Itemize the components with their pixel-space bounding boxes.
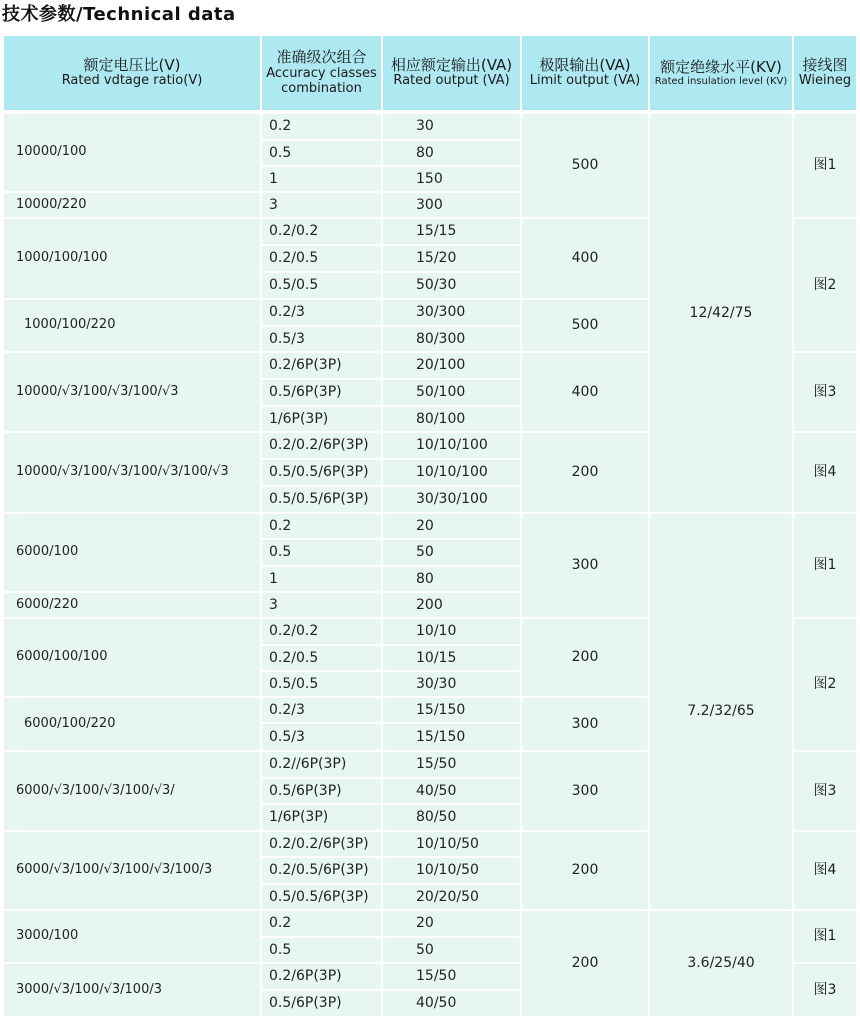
accuracy-cell-text: 0.5/6P(3P) [269, 995, 342, 1012]
rated-output-cell [383, 567, 520, 591]
accuracy-cell [262, 752, 381, 777]
limit-output-cell-text: 300 [571, 557, 599, 574]
wiring-diagram-cell-text: 图3 [813, 383, 837, 400]
rated-output-cell-text: 50 [416, 941, 434, 958]
accuracy-cell [262, 724, 381, 750]
rated-output-cell-text: 80/300 [416, 330, 466, 347]
wiring-diagram-cell [794, 964, 856, 1016]
accuracy-cell-text: 3 [269, 596, 278, 613]
rated-output-cell-text: 10/10/100 [416, 464, 488, 481]
insulation-cell [650, 911, 792, 1016]
accuracy-cell-text: 0.2/0.5 [269, 649, 319, 666]
header-accuracy [262, 36, 381, 110]
header-ratio-zh: 额定电压比(V) [83, 55, 181, 74]
limit-output-cell [522, 832, 648, 909]
rated-output-cell [383, 380, 520, 405]
rated-output-cell [383, 938, 520, 962]
rated-output-cell [383, 858, 520, 883]
header-accuracy-en2: combination [281, 80, 362, 96]
rated-output-cell [383, 593, 520, 617]
rated-output-cell [383, 141, 520, 165]
accuracy-cell [262, 698, 381, 722]
rated-output-cell-text: 20 [416, 517, 434, 534]
header-wiring-zh: 接线图 [802, 55, 848, 74]
rated-output-cell [383, 724, 520, 750]
accuracy-cell [262, 141, 381, 165]
accuracy-cell-text: 1/6P(3P) [269, 410, 329, 427]
accuracy-cell [262, 646, 381, 670]
rated-output-cell [383, 911, 520, 936]
rated-output-cell-text: 10/10/100 [416, 437, 488, 454]
accuracy-cell-text: 0.2/0.2/6P(3P) [269, 835, 369, 852]
rated-output-cell [383, 698, 520, 722]
ratio-cell [4, 619, 260, 696]
ratio-cell-text: 3000/100 [16, 928, 79, 944]
limit-output-cell [522, 514, 648, 617]
ratio-cell [4, 964, 260, 1016]
header-wiring-en: Wieineg [798, 73, 852, 89]
accuracy-cell [262, 219, 381, 244]
limit-output-cell [522, 300, 648, 351]
ratio-cell [4, 114, 260, 191]
limit-output-cell [522, 698, 648, 750]
rated-output-cell [383, 540, 520, 565]
accuracy-cell [262, 114, 381, 139]
rated-output-cell-text: 50 [416, 544, 434, 561]
rated-output-cell-text: 20/20/50 [416, 888, 479, 905]
header-accuracy-zh: 准确级次组合 [276, 48, 367, 67]
rated-output-cell-text: 10/10 [416, 623, 457, 640]
ratio-cell [4, 514, 260, 591]
accuracy-cell-text: 0.5/3 [269, 728, 305, 745]
accuracy-cell-text: 0.5 [269, 144, 292, 161]
rated-output-cell [383, 300, 520, 325]
accuracy-cell [262, 593, 381, 617]
ratio-cell-text: 10000/√3/100/√3/100/√3 [16, 383, 179, 399]
wiring-diagram-cell-text: 图2 [813, 276, 837, 293]
accuracy-cell-text: 0.2/3 [269, 304, 305, 321]
limit-output-cell [522, 353, 648, 431]
limit-output-cell [522, 219, 648, 298]
accuracy-cell [262, 167, 381, 191]
rated-output-cell [383, 353, 520, 378]
rated-output-cell-text: 150 [416, 170, 443, 187]
accuracy-cell-text: 0.5/0.5 [269, 675, 319, 692]
wiring-diagram-cell-text: 图4 [813, 862, 837, 879]
accuracy-cell [262, 991, 381, 1016]
accuracy-cell-text: 0.5/0.5/6P(3P) [269, 464, 369, 481]
ratio-cell-text: 10000/√3/100/√3/100/√3/100/√3 [16, 464, 229, 480]
rated-output-cell-text: 80 [416, 570, 434, 587]
rated-output-cell [383, 167, 520, 191]
header-accuracy-en1: Accuracy classes [266, 65, 377, 81]
wiring-diagram-cell-text: 图4 [813, 464, 837, 481]
insulation-cell-text: 12/42/75 [689, 304, 753, 321]
ratio-cell [4, 300, 260, 351]
limit-output-cell [522, 911, 648, 1016]
accuracy-cell-text: 1 [269, 170, 278, 187]
wiring-diagram-cell [794, 433, 856, 512]
rated-output-cell [383, 646, 520, 670]
limit-output-cell-text: 400 [571, 383, 599, 400]
accuracy-cell [262, 487, 381, 512]
accuracy-cell-text: 0.5 [269, 941, 292, 958]
wiring-diagram-cell [794, 219, 856, 351]
wiring-diagram-cell-text: 图1 [813, 557, 837, 574]
accuracy-cell [262, 193, 381, 217]
accuracy-cell [262, 911, 381, 936]
accuracy-cell [262, 540, 381, 565]
header-limit-output-en: Limit output (VA) [529, 73, 641, 89]
rated-output-cell-text: 80/50 [416, 809, 457, 826]
ratio-cell-text: 3000/√3/100/√3/100/3 [16, 981, 162, 997]
accuracy-cell [262, 273, 381, 298]
rated-output-cell-text: 40/50 [416, 995, 457, 1012]
accuracy-cell-text: 0.2/0.2/6P(3P) [269, 437, 369, 454]
header-insulation [650, 36, 792, 110]
ratio-cell [4, 193, 260, 217]
accuracy-cell-text: 0.5/6P(3P) [269, 782, 342, 799]
accuracy-cell [262, 353, 381, 378]
ratio-cell [4, 698, 260, 750]
rated-output-cell-text: 15/20 [416, 250, 457, 267]
accuracy-cell [262, 619, 381, 644]
accuracy-cell-text: 0.2 [269, 517, 292, 534]
rated-output-cell-text: 30 [416, 118, 434, 135]
accuracy-cell-text: 0.2/0.5 [269, 250, 319, 267]
limit-output-cell-text: 500 [571, 317, 599, 334]
rated-output-cell [383, 514, 520, 538]
rated-output-cell-text: 15/150 [416, 701, 466, 718]
accuracy-cell [262, 964, 381, 989]
limit-output-cell-text: 200 [571, 955, 599, 972]
ratio-cell [4, 752, 260, 830]
rated-output-cell-text: 300 [416, 196, 443, 213]
limit-output-cell-text: 200 [571, 464, 599, 481]
rated-output-cell [383, 487, 520, 512]
rated-output-cell-text: 15/15 [416, 223, 457, 240]
accuracy-cell-text: 0.2/3 [269, 701, 305, 718]
accuracy-cell [262, 407, 381, 431]
accuracy-cell [262, 433, 381, 458]
limit-output-cell-text: 500 [571, 157, 599, 174]
rated-output-cell-text: 80/100 [416, 410, 466, 427]
ratio-cell-text: 6000/100/100 [16, 649, 108, 665]
insulation-cell [650, 114, 792, 512]
ratio-cell-text: 6000/100 [16, 544, 79, 560]
limit-output-cell-text: 200 [571, 649, 599, 666]
accuracy-cell-text: 0.2/0.5/6P(3P) [269, 862, 369, 879]
wiring-diagram-cell [794, 752, 856, 830]
accuracy-cell-text: 1 [269, 570, 278, 587]
accuracy-cell [262, 805, 381, 830]
rated-output-cell-text: 10/10/50 [416, 862, 479, 879]
rated-output-cell-text: 15/50 [416, 756, 457, 773]
ratio-cell [4, 219, 260, 298]
accuracy-cell [262, 300, 381, 325]
rated-output-cell [383, 885, 520, 909]
limit-output-cell-text: 300 [571, 715, 599, 732]
rated-output-cell [383, 619, 520, 644]
ratio-cell-text: 6000/100/220 [24, 715, 116, 731]
accuracy-cell-text: 0.2//6P(3P) [269, 756, 347, 773]
rated-output-cell-text: 30/30 [416, 675, 457, 692]
limit-output-cell [522, 433, 648, 512]
accuracy-cell [262, 938, 381, 962]
header-limit-output-zh: 极限输出(VA) [539, 55, 631, 74]
accuracy-cell-text: 0.5/0.5 [269, 277, 319, 294]
ratio-cell-text: 6000/220 [16, 596, 79, 612]
page-title: 技术参数/Technical data [2, 4, 236, 25]
rated-output-cell [383, 407, 520, 431]
rated-output-cell-text: 15/50 [416, 968, 457, 985]
accuracy-cell-text: 0.5/0.5/6P(3P) [269, 491, 369, 508]
rated-output-cell [383, 672, 520, 696]
wiring-diagram-cell-text: 图1 [813, 928, 837, 945]
accuracy-cell-text: 0.2 [269, 118, 292, 135]
limit-output-cell [522, 619, 648, 696]
ratio-cell-text: 10000/100 [16, 144, 87, 160]
ratio-cell-text: 6000/√3/100/√3/100/√3/100/3 [16, 862, 213, 878]
rated-output-cell [383, 779, 520, 803]
header-ratio [4, 36, 260, 110]
accuracy-cell-text: 0.5/6P(3P) [269, 384, 342, 401]
rated-output-cell-text: 50/30 [416, 277, 457, 294]
insulation-cell [650, 514, 792, 909]
accuracy-cell-text: 0.5 [269, 544, 292, 561]
insulation-cell-text: 3.6/25/40 [687, 955, 755, 972]
accuracy-cell [262, 672, 381, 696]
accuracy-cell [262, 327, 381, 351]
limit-output-cell [522, 114, 648, 217]
accuracy-cell-text: 0.2/6P(3P) [269, 357, 342, 374]
accuracy-cell-text: 0.2 [269, 915, 292, 932]
rated-output-cell-text: 10/15 [416, 649, 457, 666]
rated-output-cell [383, 327, 520, 351]
rated-output-cell-text: 80 [416, 144, 434, 161]
wiring-diagram-cell-text: 图3 [813, 782, 837, 799]
accuracy-cell-text: 1/6P(3P) [269, 809, 329, 826]
accuracy-cell-text: 3 [269, 196, 278, 213]
wiring-diagram-cell [794, 832, 856, 909]
limit-output-cell [522, 752, 648, 830]
rated-output-cell-text: 50/100 [416, 384, 466, 401]
ratio-cell-text: 6000/√3/100/√3/100/√3/ [16, 782, 175, 798]
accuracy-cell [262, 779, 381, 803]
rated-output-cell [383, 114, 520, 139]
header-ratio-en: Rated vdtage ratio(V) [61, 73, 203, 89]
accuracy-cell [262, 567, 381, 591]
limit-output-cell-text: 300 [571, 782, 599, 799]
accuracy-cell [262, 832, 381, 856]
rated-output-cell [383, 273, 520, 298]
ratio-cell [4, 593, 260, 617]
wiring-diagram-cell-text: 图1 [813, 157, 837, 174]
limit-output-cell-text: 200 [571, 862, 599, 879]
rated-output-cell [383, 991, 520, 1016]
header-insulation-zh: 额定绝缘水平(KV) [660, 57, 782, 76]
header-rated-output-zh: 相应额定输出(VA) [390, 55, 513, 74]
accuracy-cell-text: 0.5/3 [269, 330, 305, 347]
header-insulation-en: Rated insulation level (KV) [654, 75, 788, 87]
accuracy-cell-text: 0.5/0.5/6P(3P) [269, 888, 369, 905]
accuracy-cell-text: 0.2/0.2 [269, 223, 319, 240]
ratio-cell [4, 911, 260, 962]
insulation-cell-text: 7.2/32/65 [687, 703, 755, 720]
wiring-diagram-cell-text: 图2 [813, 676, 837, 693]
accuracy-cell [262, 380, 381, 405]
accuracy-cell-text: 0.2/6P(3P) [269, 968, 342, 985]
rated-output-cell-text: 30/300 [416, 304, 466, 321]
rated-output-cell [383, 805, 520, 830]
rated-output-cell [383, 832, 520, 856]
wiring-diagram-cell-text: 图3 [813, 981, 837, 998]
rated-output-cell [383, 219, 520, 244]
rated-output-cell-text: 30/30/100 [416, 491, 488, 508]
wiring-diagram-cell [794, 514, 856, 617]
rated-output-cell-text: 20 [416, 915, 434, 932]
accuracy-cell [262, 514, 381, 538]
header-rated-output [383, 36, 520, 110]
header-rated-output-en: Rated output (VA) [393, 73, 510, 89]
accuracy-cell [262, 460, 381, 485]
limit-output-cell-text: 400 [571, 250, 599, 267]
header-wiring [794, 36, 856, 110]
rated-output-cell [383, 246, 520, 271]
wiring-diagram-cell [794, 353, 856, 431]
rated-output-cell-text: 40/50 [416, 782, 457, 799]
ratio-cell-text: 1000/100/220 [24, 317, 116, 333]
header-limit-output [522, 36, 648, 110]
accuracy-cell [262, 858, 381, 883]
ratio-cell [4, 353, 260, 431]
accuracy-cell-text: 0.2/0.2 [269, 623, 319, 640]
rated-output-cell [383, 752, 520, 777]
ratio-cell-text: 1000/100/100 [16, 250, 108, 266]
rated-output-cell [383, 433, 520, 458]
accuracy-cell [262, 885, 381, 909]
wiring-diagram-cell [794, 114, 856, 217]
rated-output-cell-text: 200 [416, 596, 443, 613]
ratio-cell [4, 433, 260, 512]
rated-output-cell [383, 964, 520, 989]
accuracy-cell [262, 246, 381, 271]
wiring-diagram-cell [794, 619, 856, 750]
rated-output-cell [383, 193, 520, 217]
ratio-cell [4, 832, 260, 909]
rated-output-cell [383, 460, 520, 485]
rated-output-cell-text: 20/100 [416, 357, 466, 374]
ratio-cell-text: 10000/220 [16, 196, 87, 212]
rated-output-cell-text: 10/10/50 [416, 835, 479, 852]
rated-output-cell-text: 15/150 [416, 728, 466, 745]
wiring-diagram-cell [794, 911, 856, 962]
